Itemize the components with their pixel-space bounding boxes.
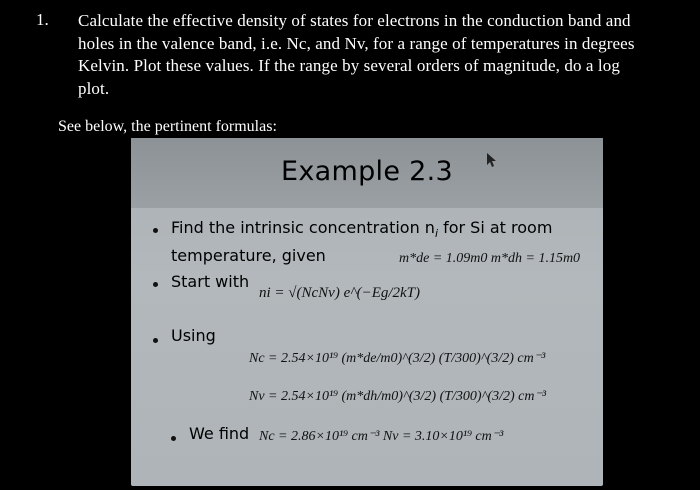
bullet-4: We find <box>189 424 250 443</box>
question-number: 1. <box>36 10 49 29</box>
formula-nc: Nc = 2.54×10¹⁹ (m*de/m0)^(3/2) (T/300)^(3/2) cm⁻³ <box>249 351 546 366</box>
question-line-1: Calculate the effective density of states for electrons in the conduction band and <box>78 11 631 30</box>
bullet-3: Using <box>171 326 216 345</box>
see-below-label: See below, the pertinent formulas: <box>58 118 277 135</box>
cursor-icon <box>486 152 498 168</box>
bullet-1-text-end: for Si at room <box>438 218 553 237</box>
bullet-dot <box>153 338 158 343</box>
given-masses: m*de = 1.09m0 m*dh = 1.15m0 <box>399 251 581 266</box>
formula-ni: ni = √(NcNv) e^(−Eg/2kT) <box>259 285 421 301</box>
formula-nv: Nv = 2.54×10¹⁹ (m*dh/m0)^(3/2) (T/300)^(3/2) cm⁻³ <box>249 389 547 404</box>
bullet-dot <box>153 282 158 287</box>
result-values: Nc = 2.86×10¹⁹ cm⁻³ Nv = 3.10×10¹⁹ cm⁻³ <box>259 429 504 444</box>
bullet-2: Start with <box>171 272 250 291</box>
bullet-1-line-2: temperature, given <box>171 246 326 265</box>
bullet-dot <box>171 436 176 441</box>
question-text <box>78 10 688 100</box>
question-line-3: Kelvin. Plot these values. If the range by several orders of magnitude, do a log <box>78 56 620 75</box>
slide-title: Example 2.3 <box>281 156 453 187</box>
bullet-1-line-1 <box>171 218 552 240</box>
question-line-2: holes in the valence band, i.e. Nc, and Nv, for a range of temperatures in degrees <box>78 33 635 53</box>
bullet-1-sub: i <box>434 227 438 241</box>
question-line-4: plot. <box>78 78 110 98</box>
bullet-1-text: Find the intrinsic concentration n <box>171 218 435 237</box>
bullet-dot <box>153 228 158 233</box>
example-slide <box>131 138 603 486</box>
